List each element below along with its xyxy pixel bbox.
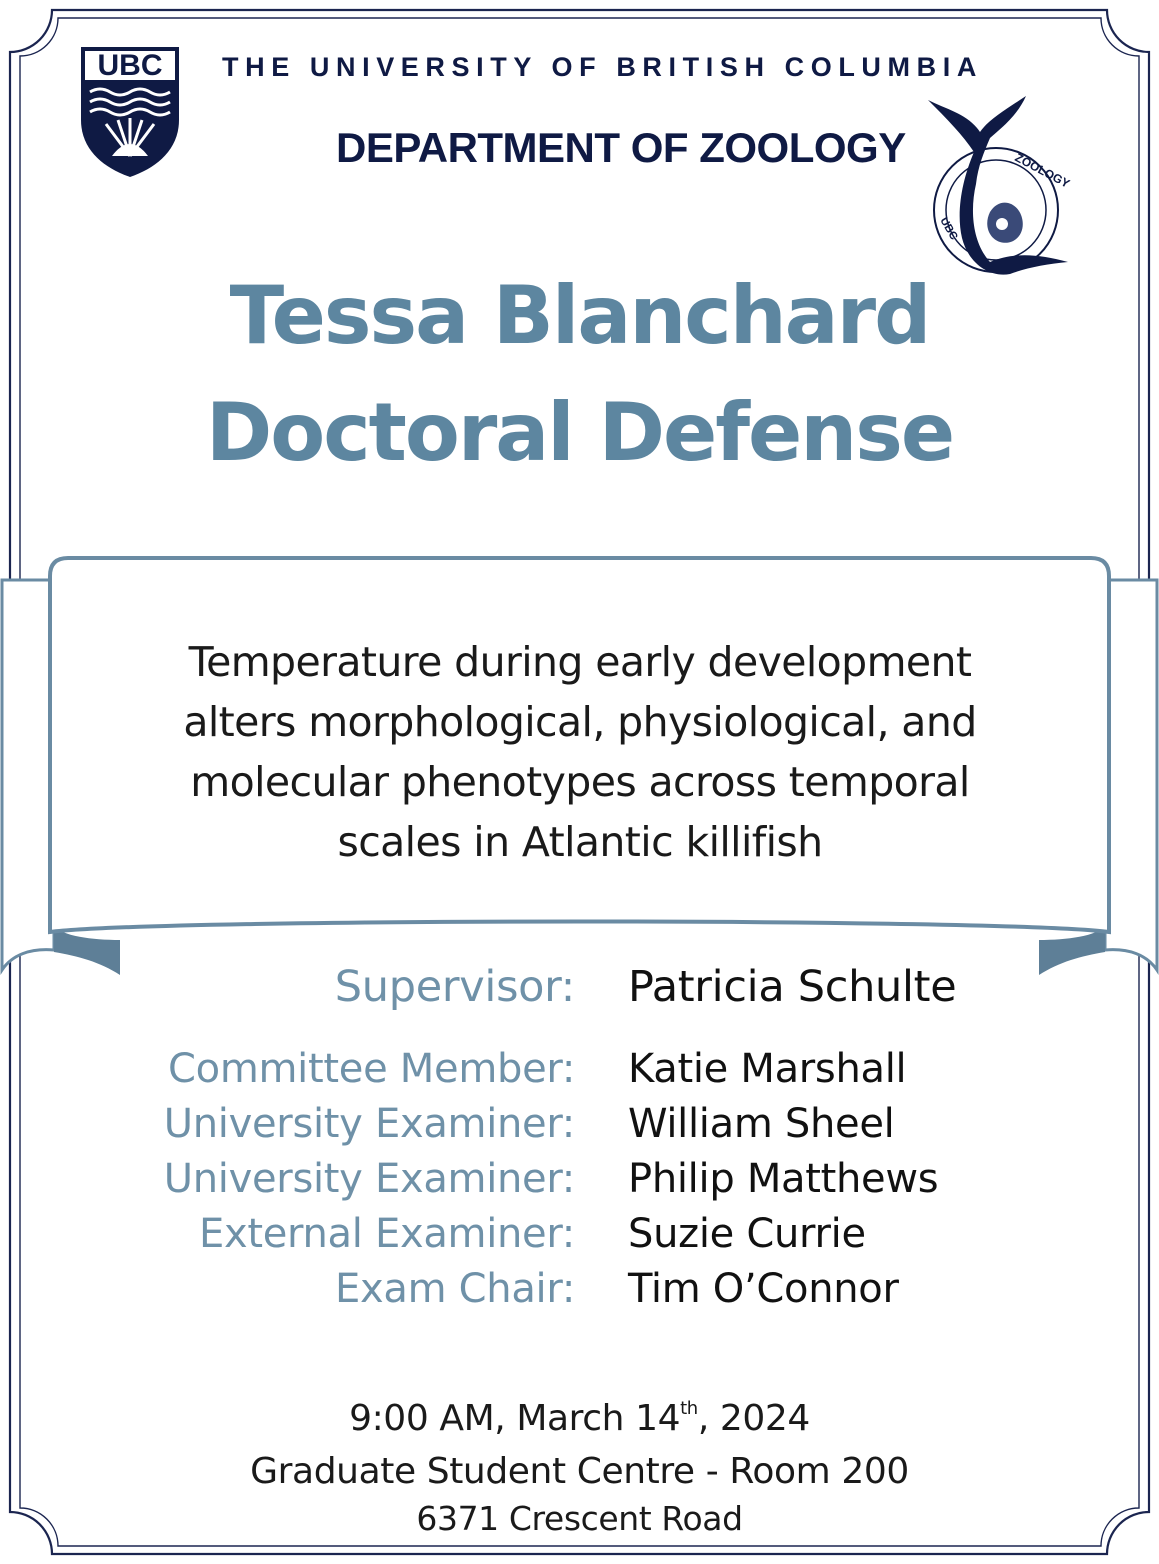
ubc-shield-logo (78, 44, 182, 180)
zoology-logo-ubc: UBC (937, 215, 960, 243)
name-university-examiner: William Sheel (628, 1101, 895, 1147)
ubc-logo-text: UBC (97, 49, 163, 82)
thesis-title (100, 632, 1060, 872)
zoology-logo (918, 92, 1078, 282)
role-committee-member: Committee Member: (168, 1046, 575, 1092)
event-datetime (0, 1398, 1159, 1440)
zoology-logo-text: ZOOLOGY (1012, 150, 1073, 191)
name-exam-chair: Tim O’Connor (628, 1266, 899, 1312)
role-supervisor: Supervisor: (334, 962, 575, 1012)
event-date-text: 9:00 AM, March 14 (349, 1398, 681, 1440)
event-year: , 2024 (697, 1398, 810, 1440)
thesis-line: alters morphological, physiological, and (183, 698, 977, 746)
name-university-examiner-2: Philip Matthews (628, 1156, 939, 1202)
name-supervisor: Patricia Schulte (628, 962, 957, 1012)
thesis-line: molecular phenotypes across temporal (190, 758, 970, 806)
date-ordinal: th (680, 1398, 698, 1419)
role-exam-chair: Exam Chair: (335, 1266, 575, 1312)
department-name: DEPARTMENT OF ZOOLOGY (336, 124, 906, 171)
candidate-name: Tessa Blanchard (229, 269, 930, 362)
name-committee-member: Katie Marshall (628, 1046, 907, 1092)
role-university-examiner: University Examiner: (163, 1101, 575, 1147)
role-university-examiner-2: University Examiner: (163, 1156, 575, 1202)
name-external-examiner: Suzie Currie (628, 1211, 866, 1257)
role-external-examiner: External Examiner: (199, 1211, 575, 1257)
event-type: Doctoral Defense (205, 386, 954, 479)
event-location: Graduate Student Centre - Room 200 (250, 1451, 909, 1492)
event-address: 6371 Crescent Road (416, 1499, 743, 1538)
university-name: THE UNIVERSITY OF BRITISH COLUMBIA (222, 52, 983, 82)
thesis-line: Temperature during early development (188, 638, 972, 686)
thesis-line: scales in Atlantic killifish (337, 818, 823, 866)
